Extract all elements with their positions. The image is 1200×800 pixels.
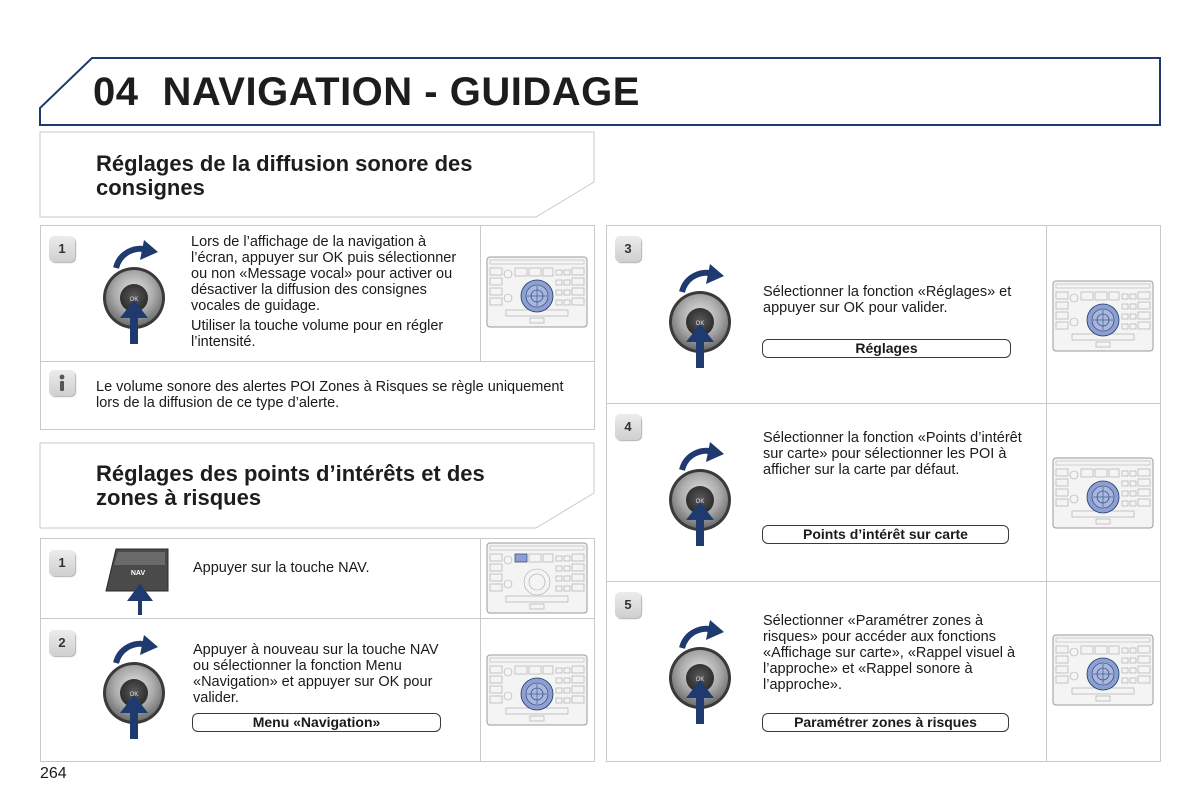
step-badge: 5: [615, 592, 641, 618]
step-text: Utiliser la touche volume pour en régler l’intensité.: [191, 318, 444, 350]
divider: [1046, 225, 1047, 762]
risk-zones-settings-button[interactable]: Paramétrer zones à risques: [762, 713, 1009, 732]
ok-knob-icon: [666, 440, 738, 548]
step-badge: 1: [49, 550, 75, 576]
menu-navigation-button[interactable]: Menu «Navigation»: [192, 713, 441, 732]
chapter-heading: [93, 70, 640, 115]
radio-panel-icon: [1052, 634, 1154, 706]
chapter-number: 04: [93, 70, 139, 114]
info-note: Le volume sonore des alertes POI Zones à Risques se règle uniquement lors de la diffusion de ce type d’alerte.: [96, 379, 564, 411]
ok-knob-icon: [666, 618, 738, 726]
section-title-1-line1: Réglages de la diffusion sonore des: [96, 151, 473, 176]
step-text: Sélectionner la fonction «Points d’intérêt sur carte» pour sélectionner les POI à afficher sur la carte par défaut.: [763, 430, 1022, 478]
section-title-2: [96, 462, 485, 510]
chapter-title: NAVIGATION - GUIDAGE: [162, 70, 640, 114]
info-icon: [49, 370, 75, 396]
ok-knob-icon: [100, 633, 172, 741]
ok-knob-icon: [100, 238, 172, 346]
poi-on-map-button[interactable]: Points d’intérêt sur carte: [762, 525, 1009, 544]
step-badge: 2: [49, 630, 75, 656]
radio-panel-icon: [1052, 457, 1154, 529]
radio-panel-icon: [486, 256, 588, 328]
step-badge: 3: [615, 236, 641, 262]
divider: [40, 361, 595, 362]
step-text: Appuyer sur la touche NAV.: [193, 560, 370, 576]
step-text: Sélectionner «Paramétrer zones à risques» pour accéder aux fonctions «Affichage sur carte», «Rappel visuel à l’approche» et «Rappel sonore à l’approche».: [763, 613, 1016, 693]
divider: [606, 403, 1161, 404]
divider: [480, 538, 481, 762]
step-badge: 4: [615, 414, 641, 440]
section-title-1-line2: consignes: [96, 175, 205, 200]
page-number: 264: [40, 765, 67, 782]
divider: [606, 581, 1161, 582]
divider: [480, 225, 481, 361]
section-title-2-line1: Réglages des points d’intérêts et des: [96, 461, 485, 486]
divider: [40, 618, 595, 619]
nav-key-icon: [100, 545, 178, 617]
reglages-button[interactable]: Réglages: [762, 339, 1011, 358]
step-text: Lors de l’affichage de la navigation à l’écran, appuyer sur OK puis sélectionner ou non «Message vocal» pour activer ou désactiver la diffusion des consignes vocales de guidage.: [191, 234, 457, 314]
step-badge: 1: [49, 236, 75, 262]
section-title-2-line2: zones à risques: [96, 485, 262, 510]
radio-panel-icon: [1052, 280, 1154, 352]
section-title-1: [96, 152, 473, 200]
step-text: Appuyer à nouveau sur la touche NAV ou sélectionner la fonction Menu «Navigation» et appuyer sur OK pour valider.: [193, 642, 439, 706]
step-instructions: [191, 234, 471, 350]
radio-panel-icon: [486, 654, 588, 726]
radio-panel-nav-icon: [486, 542, 588, 614]
ok-knob-icon: [666, 262, 738, 370]
svg-text:NAV: NAV: [130, 570, 146, 577]
step-text: Sélectionner la fonction «Réglages» et appuyer sur OK pour valider.: [763, 284, 1012, 316]
